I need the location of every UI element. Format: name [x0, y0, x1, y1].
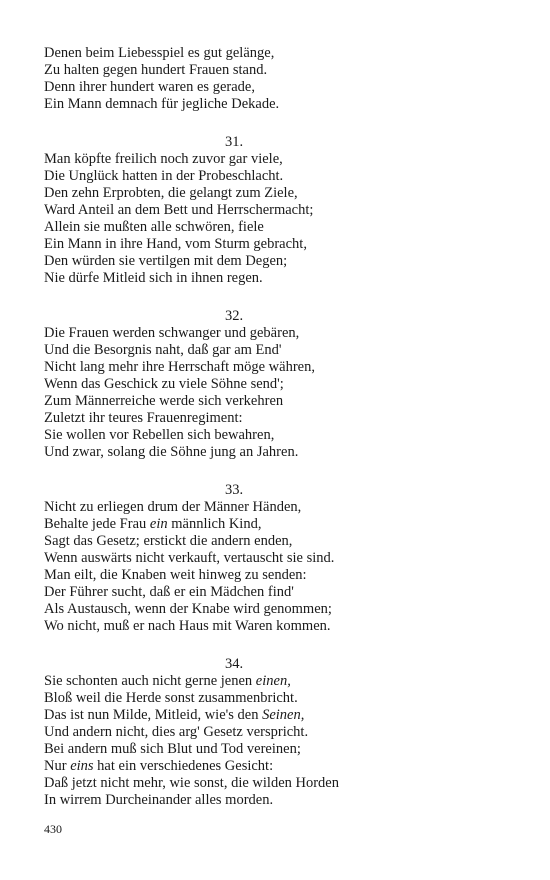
verse-line: [44, 690, 424, 707]
verse-line: [44, 673, 424, 690]
verse-text: Behalte jede Frau: [44, 516, 150, 532]
verse-text: männlich Kind,: [167, 516, 262, 532]
verse-text: Ward Anteil an dem Bett und Herrschermacht;: [44, 202, 314, 218]
verse-text: Wo nicht, muß er nach Haus mit Waren kommen.: [44, 618, 331, 634]
verse-line: [44, 410, 424, 427]
verse-line: [44, 584, 424, 601]
verse-line: [44, 96, 424, 113]
verse-line: [44, 792, 424, 809]
verse-text: Die Frauen werden schwanger und gebären,: [44, 325, 300, 341]
verse-line: [44, 359, 424, 376]
verse-line: [44, 758, 424, 775]
verse-line: [44, 567, 424, 584]
stanza-number: 31.: [224, 134, 244, 150]
stanza-number: 32.: [224, 308, 244, 324]
verse-text: Nicht zu erliegen drum der Männer Händen,: [44, 499, 302, 515]
verse-text: Zuletzt ihr teures Frauenregiment:: [44, 410, 243, 426]
verse-text: Nie dürfe Mitleid sich in ihnen regen.: [44, 270, 263, 286]
verse-text: Der Führer sucht, daß er ein Mädchen find': [44, 584, 294, 600]
verse-line: [44, 45, 424, 62]
verse-text: Ein Mann demnach für jegliche Dekade.: [44, 96, 280, 112]
stanza: [44, 308, 424, 461]
verse-text: Und die Besorgnis naht, daß gar am End': [44, 342, 282, 358]
verse-text: Als Austausch, wenn der Knabe wird genommen;: [44, 601, 332, 617]
verse-line: [44, 202, 424, 219]
verse-line: [44, 707, 424, 724]
verse-text: In wirrem Durcheinander alles morden.: [44, 792, 274, 808]
verse-line: [44, 393, 424, 410]
verse-line: [44, 533, 424, 550]
verse-text: Bei andern muß sich Blut und Tod vereinen;: [44, 741, 301, 757]
verse-text: Denen beim Liebesspiel es gut gelänge,: [44, 45, 275, 61]
verse-text: Wenn das Geschick zu viele Söhne send';: [44, 376, 284, 392]
verse-line: [44, 151, 424, 168]
verse-line: [44, 601, 424, 618]
verse-line: [44, 550, 424, 567]
verse-text: Ein Mann in ihre Hand, vom Sturm gebracht,: [44, 236, 307, 252]
verse-line: [44, 724, 424, 741]
verse-line: [44, 741, 424, 758]
verse-line: [44, 325, 424, 342]
verse-text: Daß jetzt nicht mehr, wie sonst, die wilden Horden: [44, 775, 339, 791]
verse-line: [44, 618, 424, 635]
verse-text: Zu halten gegen hundert Frauen stand.: [44, 62, 268, 78]
verse-text: Den zehn Erprobten, die gelangt zum Ziele,: [44, 185, 298, 201]
verse-text: Das ist nun Milde, Mitleid, wie's den: [44, 707, 263, 723]
verse-text: Sagt das Gesetz; erstickt die andern enden,: [44, 533, 293, 549]
verse-text: Sie schonten auch nicht gerne jenen: [44, 673, 256, 689]
stanza: [44, 45, 424, 113]
stanza: [44, 134, 424, 287]
verse-line: [44, 499, 424, 516]
verse-text: Allein sie mußten alle schwören, fiele: [44, 219, 264, 235]
verse-line: [44, 376, 424, 393]
verse-text: Sie wollen vor Rebellen sich bewahren,: [44, 427, 275, 443]
verse-line: [44, 168, 424, 185]
verse-text: Nicht lang mehr ihre Herrschaft möge währen,: [44, 359, 315, 375]
verse-text: Und zwar, solang die Söhne jung an Jahren.: [44, 444, 299, 460]
stanza-number: 33.: [224, 482, 244, 498]
verse-line: [44, 219, 424, 236]
verse-text: Man eilt, die Knaben weit hinweg zu senden:: [44, 567, 307, 583]
verse-text: Nur: [44, 758, 71, 774]
verse-text-italic: einen,: [255, 673, 291, 689]
stanza-number: 34.: [224, 656, 244, 672]
stanza-list: [44, 45, 424, 809]
verse-line: [44, 253, 424, 270]
verse-text-italic: Seinen,: [262, 707, 305, 723]
verse-line: [44, 775, 424, 792]
verse-text: Man köpfte freilich noch zuvor gar viele,: [44, 151, 283, 167]
verse-text: Und andern nicht, dies arg' Gesetz verspricht.: [44, 724, 309, 740]
stanza: [44, 482, 424, 635]
verse-text-italic: ein: [149, 516, 168, 532]
verse-text: hat ein verschiedenes Gesicht:: [93, 758, 274, 774]
verse-line: [44, 62, 424, 79]
verse-line: [44, 270, 424, 287]
verse-text: Bloß weil die Herde sonst zusammenbricht.: [44, 690, 298, 706]
verse-line: [44, 444, 424, 461]
verse-text: Zum Männerreiche werde sich verkehren: [44, 393, 284, 409]
poem-page: [44, 45, 424, 830]
verse-line: [44, 79, 424, 96]
verse-text: Die Unglück hatten in der Probeschlacht.: [44, 168, 284, 184]
verse-line: [44, 185, 424, 202]
stanza: [44, 656, 424, 809]
verse-line: [44, 236, 424, 253]
verse-text: Den würden sie vertilgen mit dem Degen;: [44, 253, 288, 269]
verse-line: [44, 427, 424, 444]
verse-line: [44, 516, 424, 533]
verse-text: Denn ihrer hundert waren es gerade,: [44, 79, 255, 95]
verse-text-italic: eins: [70, 758, 94, 774]
page-number: 430: [44, 822, 62, 836]
verse-text: Wenn auswärts nicht verkauft, vertauscht sie sind.: [44, 550, 335, 566]
verse-line: [44, 342, 424, 359]
